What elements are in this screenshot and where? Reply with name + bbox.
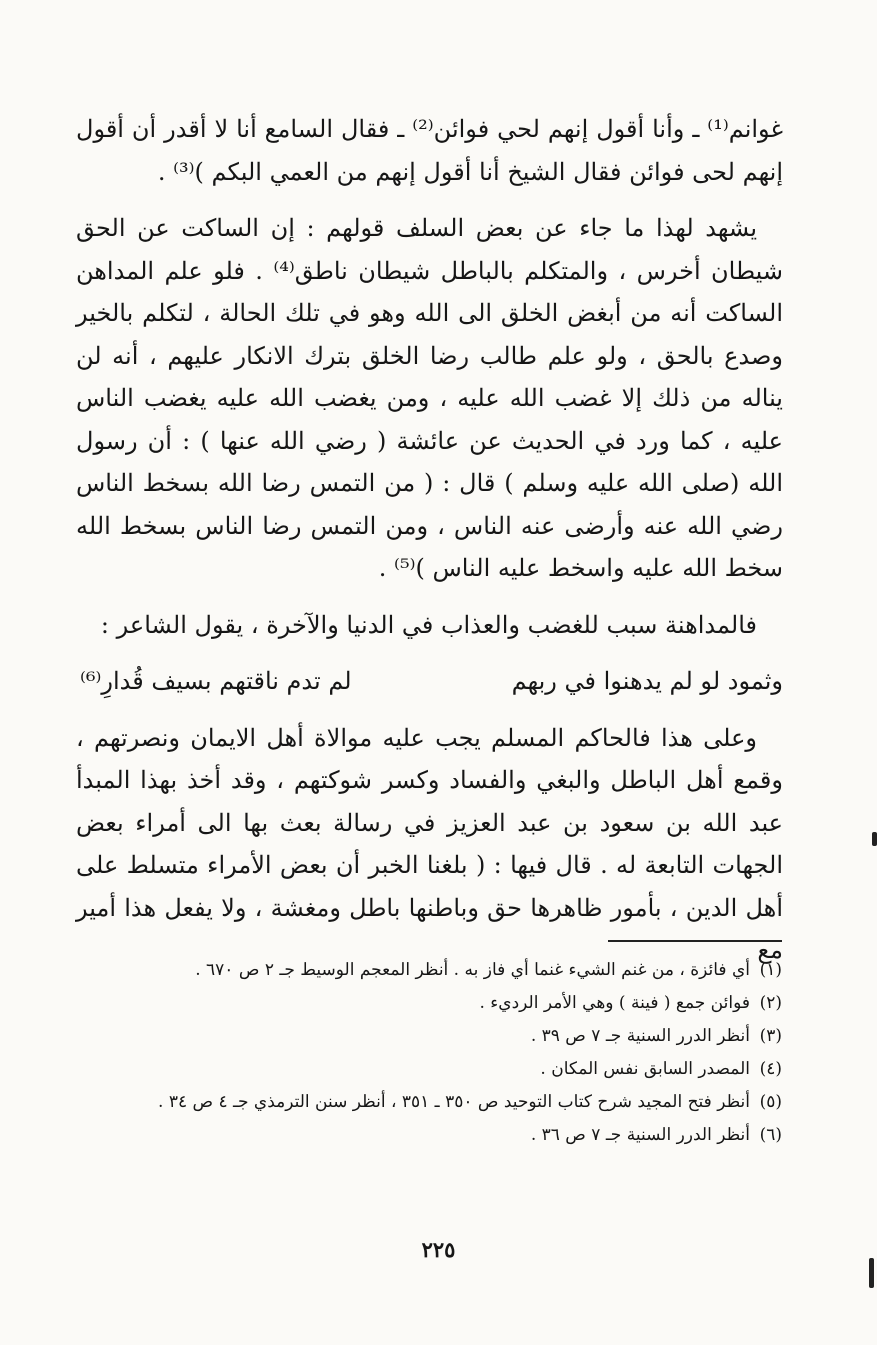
- footnotes: [104, 954, 782, 1152]
- footnote-2: [104, 987, 782, 1020]
- footnote-text: المصدر السابق نفس المكان .: [540, 1059, 750, 1079]
- verse-second-hemistich: لم تدم ناقتهم بسيف قُدارِ⁽⁶⁾: [80, 667, 352, 695]
- main-text: [76, 108, 783, 986]
- footnote-4: [104, 1053, 782, 1086]
- footnote-number: (٣): [759, 1026, 782, 1046]
- footnote-text: أنظر فتح المجيد شرح كتاب التوحيد ص ٣٥٠ ـ ٣٥١ ، أنظر سنن الترمذي جـ ٤ ص ٣٤ .: [158, 1092, 750, 1112]
- scan-edge-mark: [872, 832, 877, 846]
- footnote-number: (٦): [759, 1125, 782, 1145]
- footnote-1: [104, 954, 782, 987]
- paragraph-1: غوانم⁽¹⁾ ـ وأنا أقول إنهم لحي فوائن⁽²⁾ ـ فقال السامع أنا لا أقدر أن أقول إنهم لحى فوائن فقال الشيخ أنا أقول إنهم من العمي البكم )⁽³⁾ .: [76, 115, 783, 186]
- footnote-3: [104, 1020, 782, 1053]
- page-number: ٢٢٥: [421, 1237, 456, 1262]
- footnote-text: أي فائزة ، من غنم الشيء غنما أي فاز به . أنظر المعجم الوسيط جـ ٢ ص ٦٧٠ .: [195, 960, 750, 980]
- footnote-separator: [608, 940, 782, 942]
- footnote-text: أنظر الدرر السنية جـ ٧ ص ٣٦ .: [530, 1125, 750, 1145]
- verse-first-hemistich: وثمود لو لم يدهنوا في ربهم: [511, 667, 783, 695]
- footnote-number: (١): [759, 960, 782, 980]
- footnote-text: أنظر الدرر السنية جـ ٧ ص ٣٩ .: [530, 1026, 750, 1046]
- paragraph-3: فالمداهنة سبب للغضب والعذاب في الدنيا والآخرة ، يقول الشاعر :: [100, 610, 757, 639]
- poetry-verse: [76, 660, 783, 703]
- footnote-number: (٤): [759, 1059, 782, 1079]
- scan-edge-mark: [869, 1258, 874, 1288]
- footnote-5: [104, 1086, 782, 1119]
- footnote-text: فوائن جمع ( فينة ) وهي الأمر الرديء .: [479, 993, 750, 1013]
- footnote-number: (٢): [759, 993, 782, 1013]
- footnote-number: (٥): [759, 1092, 782, 1112]
- paragraph-4: وعلى هذا فالحاكم المسلم يجب عليه موالاة أهل الايمان ونصرتهم ، وقمع أهل الباطل والبغي والفساد وكسر شوكتهم ، وقد أخذ بهذا المبدأ عبد الله بن سعود بن عبد العزيز في رسالة بعث بها الى أمراء بعض الجهات التابعة له . قال فيها : ( بلغنا الخبر أن بعض الأمراء متسلط على أهل الدين ، بأمور ظاهرها حق وباطنها باطل ومغشة ، ولا يفعل هذا أمير مع: [76, 723, 783, 964]
- paragraph-2: يشهد لهذا ما جاء عن بعض السلف قولهم : إن الساكت عن الحق شيطان أخرس ، والمتكلم بالباطل شيطان ناطق⁽⁴⁾ . فلو علم المداهن الساكت أنه من أبغض الخلق الى الله وهو في تلك الحالة ، لتكلم بالخير وصدع بالحق ، ولو علم طالب رضا الخلق بترك الانكار عليهم ، أنه لن يناله من ذلك إلا غضب الله عليه ، ومن يغضب الله عليه يغضب الناس عليه ، كما ورد في الحديث عن عائشة ( رضي الله عنها ) : أن رسول الله (صلى الله عليه وسلم ) قال : ( من التمس رضا الله بسخط الناس رضي الله عنه وأرضى عنه الناس ، ومن التمس رضا الناس بسخط الله سخط الله عليه واسخط عليه الناس )⁽⁵⁾ .: [76, 214, 784, 582]
- footnote-6: [104, 1119, 782, 1152]
